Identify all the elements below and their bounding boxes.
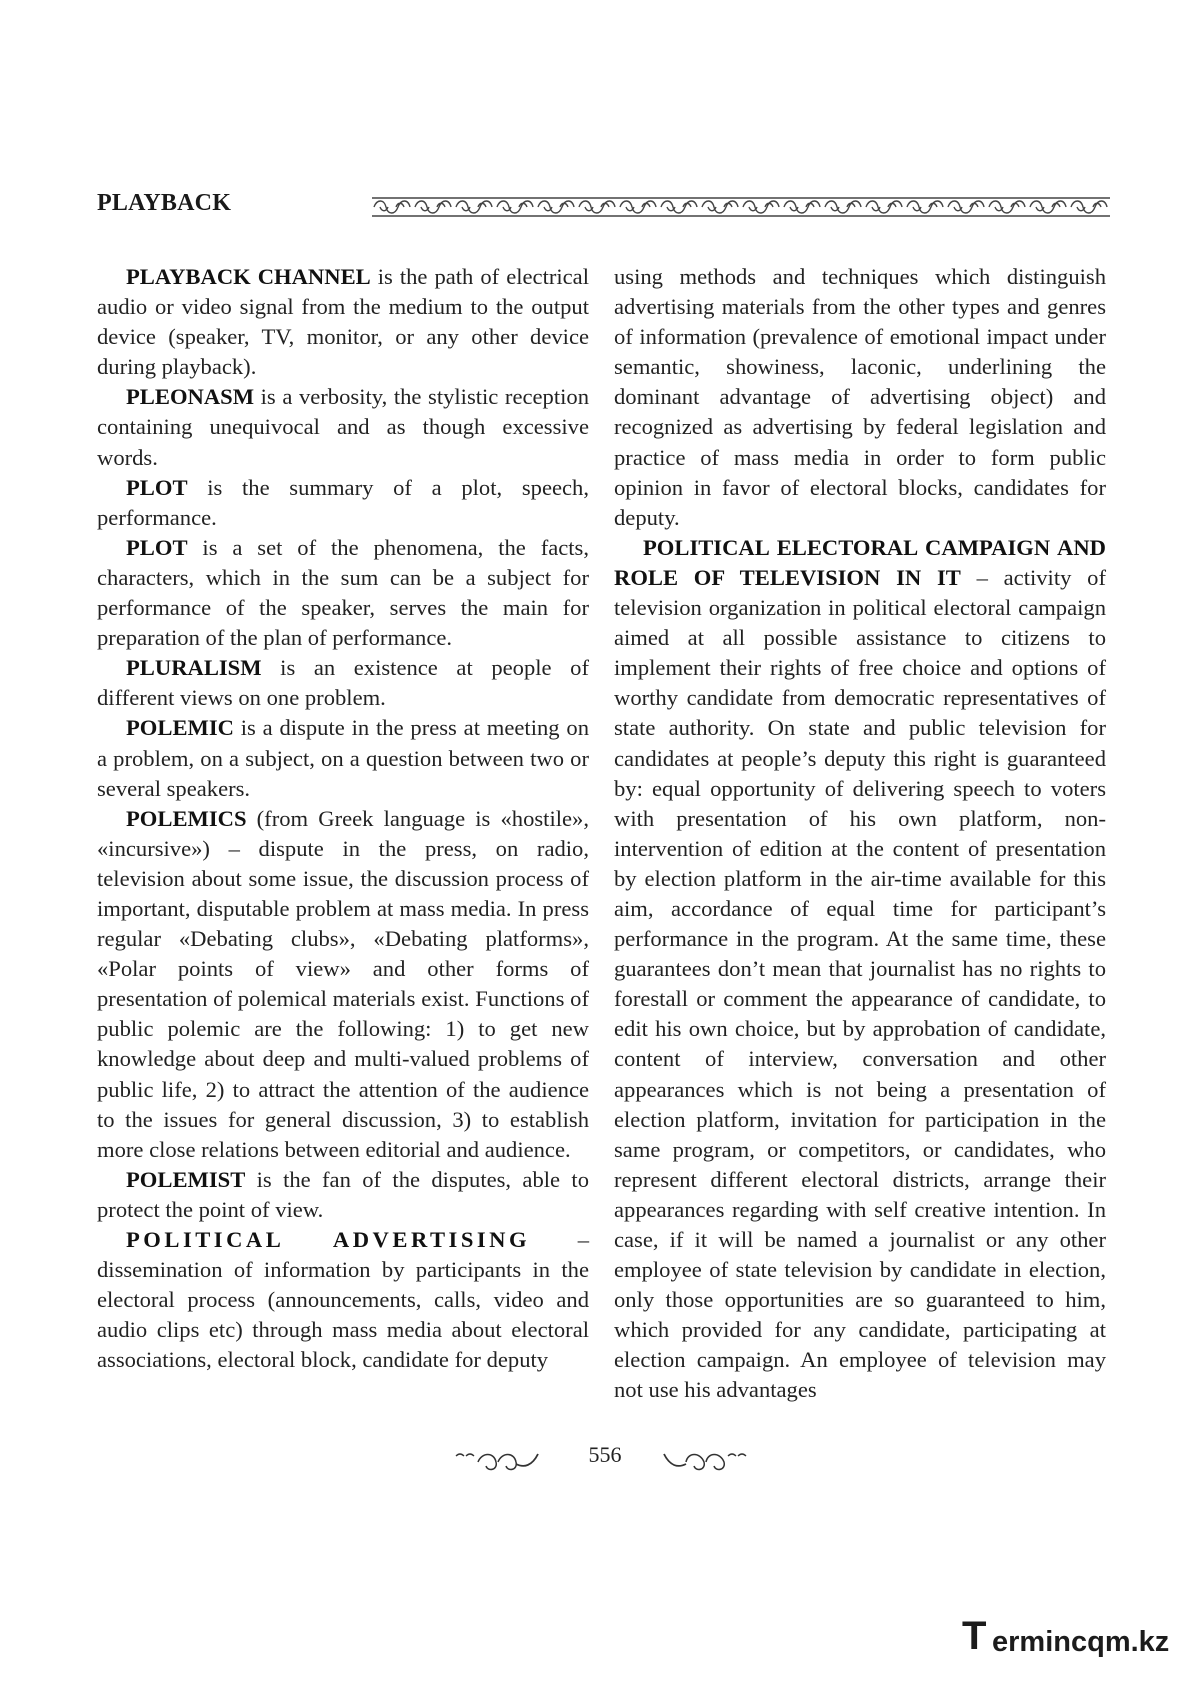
right-column	[614, 262, 1106, 1406]
ornament-motif	[907, 201, 943, 213]
entry-definition: is a verbosity, the stylistic reception containing unequivocal and as though excessive words.	[97, 384, 589, 470]
ornament-motif	[497, 201, 533, 213]
entry-term: POLEMIST	[126, 1166, 246, 1192]
dictionary-entry	[97, 713, 589, 803]
entry-definition: (from Greek language is «hostile», «incursive») – dispute in the press, on radio, television about some issue, the discussion process of important, disputable problem at mass media. In press regular «Debating clubs», «Debating platforms», «Polar points of view» and other forms of presentation of polemical materials exist. Functions of public polemic are the following: 1) to get new knowledge about deep and multi-valued problems of public life, 2) to attract the attention of the audience to the issues for general discussion, 3) to establish more close relations between editorial and audience.	[97, 805, 589, 1162]
dictionary-entry	[97, 1165, 589, 1225]
entry-term: POLITICAL ELECTORAL CAMPAIGN AND ROLE OF TELEVISION IN IT	[614, 534, 1106, 590]
ornament-motif	[579, 201, 615, 213]
entry-term: POLEMIC	[126, 715, 234, 741]
ornament-motif	[1030, 201, 1066, 213]
dictionary-entry	[97, 262, 589, 382]
page-number: 556	[588, 1442, 622, 1467]
entry-definition: – dissemination of information by participants in the electoral process (announcements, calls, video and audio clips etc) through mass media about electoral associations, electoral block, candidate for deputy	[97, 1227, 589, 1373]
ornament-motif	[620, 201, 656, 213]
running-head-title: PLAYBACK	[97, 190, 232, 216]
ornament-motif	[1071, 201, 1107, 213]
entry-definition: is an existence at people of different views on one problem.	[97, 655, 589, 711]
left-column	[97, 262, 589, 1375]
ornament-motif	[415, 201, 451, 213]
entry-term: PLAYBACK CHANNEL	[126, 264, 371, 289]
dictionary-entry	[97, 653, 589, 713]
ornament-motif	[866, 201, 902, 213]
entry-definition: is the path of electrical audio or video signal from the medium to the output device (speaker, TV, monitor, or any other device during playback).	[97, 264, 589, 380]
ornament-motif	[825, 201, 861, 213]
dictionary-entry	[97, 1225, 589, 1375]
watermark-text: ermincqm.kz	[992, 1626, 1170, 1658]
ornament-motif	[538, 201, 574, 213]
ornament-motif	[661, 201, 697, 213]
dictionary-entry	[97, 382, 589, 472]
ornament-motif	[743, 201, 779, 213]
dictionary-entry	[614, 533, 1106, 1406]
dictionary-entry	[97, 804, 589, 1165]
entry-definition: using methods and techniques which distinguish advertising materials from the other types and genres of information (prevalence of emotional impact under semantic, showiness, laconic, underlining the dominant advantage of advertising object) and recognized as advertising by federal legislation and practice of mass media in order to form public opinion in favor of electoral blocks, candidates for deputy.	[614, 264, 1106, 530]
ornament-motif	[784, 201, 820, 213]
ornament-motif	[374, 201, 410, 213]
dictionary-entry-continued	[614, 262, 1106, 533]
dictionary-entry	[97, 533, 589, 653]
entry-definition: is a dispute in the press at meeting on a problem, on a subject, on a question between two or several speakers.	[97, 715, 589, 801]
entry-definition: is a set of the phenomena, the facts, characters, which in the sum can be a subject for performance of the speaker, serves the main for preparation of the plan of performance.	[97, 534, 589, 651]
ornament-motif	[456, 201, 492, 213]
entry-term: PLOT	[126, 534, 188, 560]
ornament-motif	[702, 201, 738, 213]
entry-definition: – activity of television organization in political electoral campaign aimed at all possible assistance to citizens to implement their rights of free choice and options of worthy candidate from democratic representatives of state authority. On state and public television for candidates at people’s deputy this right is guaranteed by: equal opportunity of delivering speech to voters with presentation of his own platform, non-intervention of edition at the content of presentation by election platform in the air-time available for this aim, accordance of equal time for participant’s performance in the program. At the same time, these guarantees don’t mean that journalist has no rights to forestall or comment the appearance of candidate, to edit his own choice, but by approbation of candidate, content of interview, conversation and other appearances which is not being a presentation of election platform, invitation for participation in the same program, or competitors, or candidates, who represent different electoral districts, arrange their appearances regarding with self creative intention. In case, if it will be named a journalist or any other employee of state television by candidate in election, only those opportunities are so guaranteed to him, which provided for any candidate, participating at election campaign. An employee of television may not use his advantages	[614, 564, 1106, 1403]
watermark-initial: T	[962, 1614, 987, 1658]
ornament-motif	[989, 201, 1025, 213]
site-watermark-logo	[962, 1614, 1182, 1664]
ornament-motif	[948, 201, 984, 213]
entry-term: PLEONASM	[126, 384, 255, 410]
entry-term: PLOT	[126, 474, 188, 500]
header-ornament-band	[372, 196, 1110, 218]
dictionary-entry	[97, 473, 589, 533]
entry-term: POLEMICS	[126, 805, 247, 831]
entry-term: POLITICAL ADVERTISING	[126, 1227, 531, 1252]
entry-definition: is the summary of a plot, speech, performance.	[97, 474, 589, 530]
footer-ornament-left	[452, 1448, 542, 1474]
entry-term: PLURALISM	[126, 655, 262, 681]
footer-ornament-right	[660, 1448, 750, 1474]
entry-definition: is the fan of the disputes, able to protect the point of view.	[97, 1166, 589, 1222]
